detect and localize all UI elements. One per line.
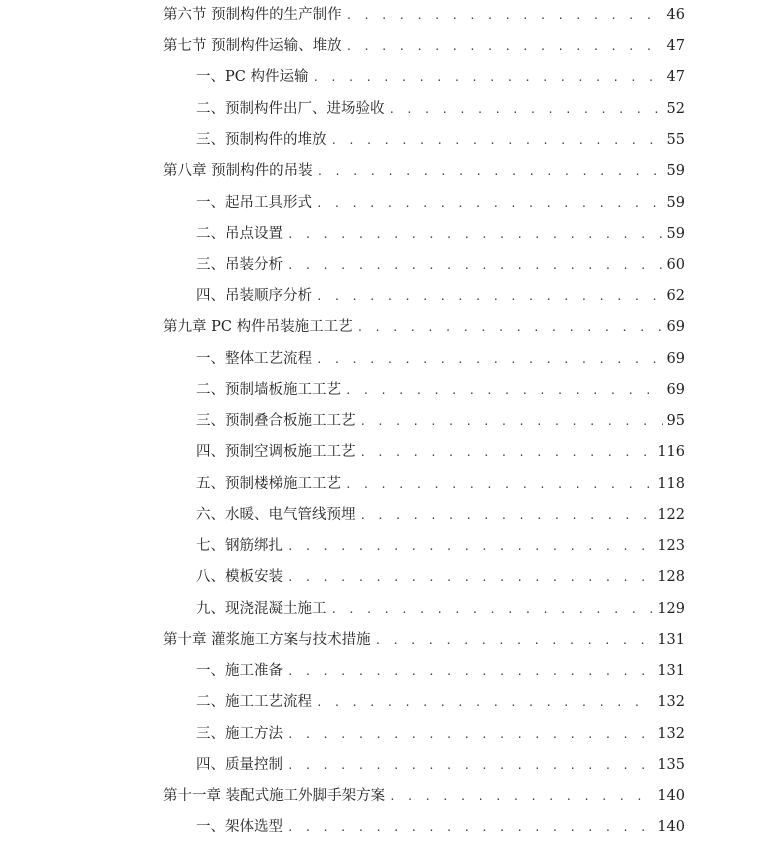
toc-entry[interactable]: [196, 473, 685, 495]
toc-entry[interactable]: [163, 785, 685, 807]
toc-entry-page: 46: [663, 4, 685, 26]
toc-entry-page: 131: [653, 629, 685, 651]
toc-entry[interactable]: [196, 504, 685, 526]
toc-entry-page: 60: [663, 254, 685, 276]
toc-entry-title: 第七节 预制构件运输、堆放: [163, 35, 346, 57]
toc-entry-page: 122: [653, 504, 685, 526]
toc-entry[interactable]: [196, 723, 685, 745]
toc-entry-title: 一、施工准备: [196, 660, 287, 682]
toc-entry-page: 131: [653, 660, 685, 682]
toc-entry-page: 69: [663, 348, 685, 370]
toc-entry[interactable]: [196, 754, 685, 776]
toc-dot-leader: [287, 724, 653, 745]
toc-entry[interactable]: [196, 441, 685, 463]
toc-dot-leader: [287, 817, 653, 838]
toc-dot-leader: [346, 36, 663, 57]
toc-entry-title: 九、现浇混凝土施工: [196, 598, 331, 620]
toc-entry[interactable]: [196, 566, 685, 588]
toc-dot-leader: [316, 692, 653, 713]
toc-dot-leader: [316, 286, 663, 307]
toc-entry[interactable]: [196, 223, 685, 245]
toc-dot-leader: [360, 411, 663, 432]
toc-entry-page: 123: [653, 535, 685, 557]
toc-entry-title: 四、预制空调板施工工艺: [196, 441, 360, 463]
toc-entry[interactable]: [163, 160, 685, 182]
toc-dot-leader: [389, 786, 653, 807]
toc-dot-leader: [345, 474, 653, 495]
toc-entry-title: 第十一章 装配式施工外脚手架方案: [163, 785, 389, 807]
toc-entry-page: 140: [653, 816, 685, 838]
toc-entry[interactable]: [196, 98, 685, 120]
toc-entry-page: 128: [653, 566, 685, 588]
toc-entry[interactable]: [196, 379, 685, 401]
toc-dot-leader: [316, 193, 663, 214]
toc-dot-leader: [316, 349, 663, 370]
toc-entry[interactable]: [163, 629, 685, 651]
toc-entry-page: 132: [653, 691, 685, 713]
toc-entry-page: 129: [653, 598, 685, 620]
toc-entry[interactable]: [163, 35, 685, 57]
toc-entry-title: 四、质量控制: [196, 754, 287, 776]
toc-entry[interactable]: [163, 316, 685, 338]
toc-entry-page: 55: [663, 129, 685, 151]
toc-dot-leader: [287, 661, 653, 682]
toc-entry-page: 69: [663, 316, 685, 338]
toc-dot-leader: [317, 161, 663, 182]
toc-entry-page: 47: [663, 35, 685, 57]
toc-entry-page: 47: [663, 66, 685, 88]
toc-entry-page: 118: [653, 473, 685, 495]
toc-entry-page: 52: [663, 98, 685, 120]
toc-entry-page: 132: [653, 723, 685, 745]
toc-entry-page: 135: [653, 754, 685, 776]
toc-entry-title: 第六节 预制构件的生产制作: [163, 4, 346, 26]
toc-entry-title: 四、吊装顺序分析: [196, 285, 316, 307]
toc-entry-title: 三、吊装分析: [196, 254, 287, 276]
toc-entry-title: 二、吊点设置: [196, 223, 287, 245]
toc-entry-page: 95: [663, 410, 685, 432]
toc-dot-leader: [360, 505, 654, 526]
toc-entry[interactable]: [196, 598, 685, 620]
toc-entry-title: 八、模板安装: [196, 566, 287, 588]
toc-dot-leader: [345, 380, 663, 401]
toc-entry[interactable]: [196, 254, 685, 276]
toc-dot-leader: [331, 130, 663, 151]
toc-entry-page: 59: [663, 192, 685, 214]
toc-entry-title: 一、起吊工具形式: [196, 192, 316, 214]
toc-entry[interactable]: [196, 129, 685, 151]
toc-entry[interactable]: [196, 535, 685, 557]
toc-entry-title: 二、预制构件出厂、进场验收: [196, 98, 389, 120]
toc-dot-leader: [389, 99, 663, 120]
toc-entry-title: 六、水暖、电气管线预埋: [196, 504, 360, 526]
toc-entry-title: 第十章 灌浆施工方案与技术措施: [163, 629, 375, 651]
toc-entry-title: 三、预制构件的堆放: [196, 129, 331, 151]
toc-entry-title: 一、PC 构件运输: [196, 66, 312, 88]
toc-entry-page: 116: [653, 441, 685, 463]
toc-entry-page: 69: [663, 379, 685, 401]
toc-entry[interactable]: [196, 66, 685, 88]
toc-entry[interactable]: [196, 660, 685, 682]
toc-dot-leader: [287, 224, 663, 245]
toc-entry-title: 二、施工工艺流程: [196, 691, 316, 713]
toc-entry-title: 一、整体工艺流程: [196, 348, 316, 370]
toc-entry[interactable]: [196, 816, 685, 838]
toc-entry-title: 七、钢筋绑扎: [196, 535, 287, 557]
toc-dot-leader: [287, 567, 653, 588]
toc-entry[interactable]: [196, 285, 685, 307]
toc-dot-leader: [287, 255, 663, 276]
toc-entry[interactable]: [163, 4, 685, 26]
toc-dot-leader: [360, 442, 654, 463]
toc-entry-title: 一、架体选型: [196, 816, 287, 838]
toc-entry-title: 五、预制楼梯施工工艺: [196, 473, 345, 495]
toc-dot-leader: [331, 599, 654, 620]
toc-entry[interactable]: [196, 691, 685, 713]
toc-entry[interactable]: [196, 410, 685, 432]
toc-entry-title: 三、预制叠合板施工工艺: [196, 410, 360, 432]
toc-entry-title: 第九章 PC 构件吊装施工工艺: [163, 316, 357, 338]
toc-entry[interactable]: [196, 192, 685, 214]
toc-dot-leader: [287, 755, 653, 776]
toc-dot-leader: [287, 536, 653, 557]
toc-dot-leader: [312, 67, 662, 88]
toc-dot-leader: [346, 5, 663, 26]
toc-entry[interactable]: [196, 348, 685, 370]
toc-entry-title: 第八章 预制构件的吊装: [163, 160, 317, 182]
toc-entry-title: 二、预制墙板施工工艺: [196, 379, 345, 401]
toc-entry-page: 59: [663, 223, 685, 245]
toc-entry-page: 59: [663, 160, 685, 182]
toc-entry-title: 三、施工方法: [196, 723, 287, 745]
toc-entry-page: 140: [653, 785, 685, 807]
toc-dot-leader: [375, 630, 654, 651]
toc-entry-page: 62: [663, 285, 685, 307]
toc-dot-leader: [357, 317, 663, 338]
